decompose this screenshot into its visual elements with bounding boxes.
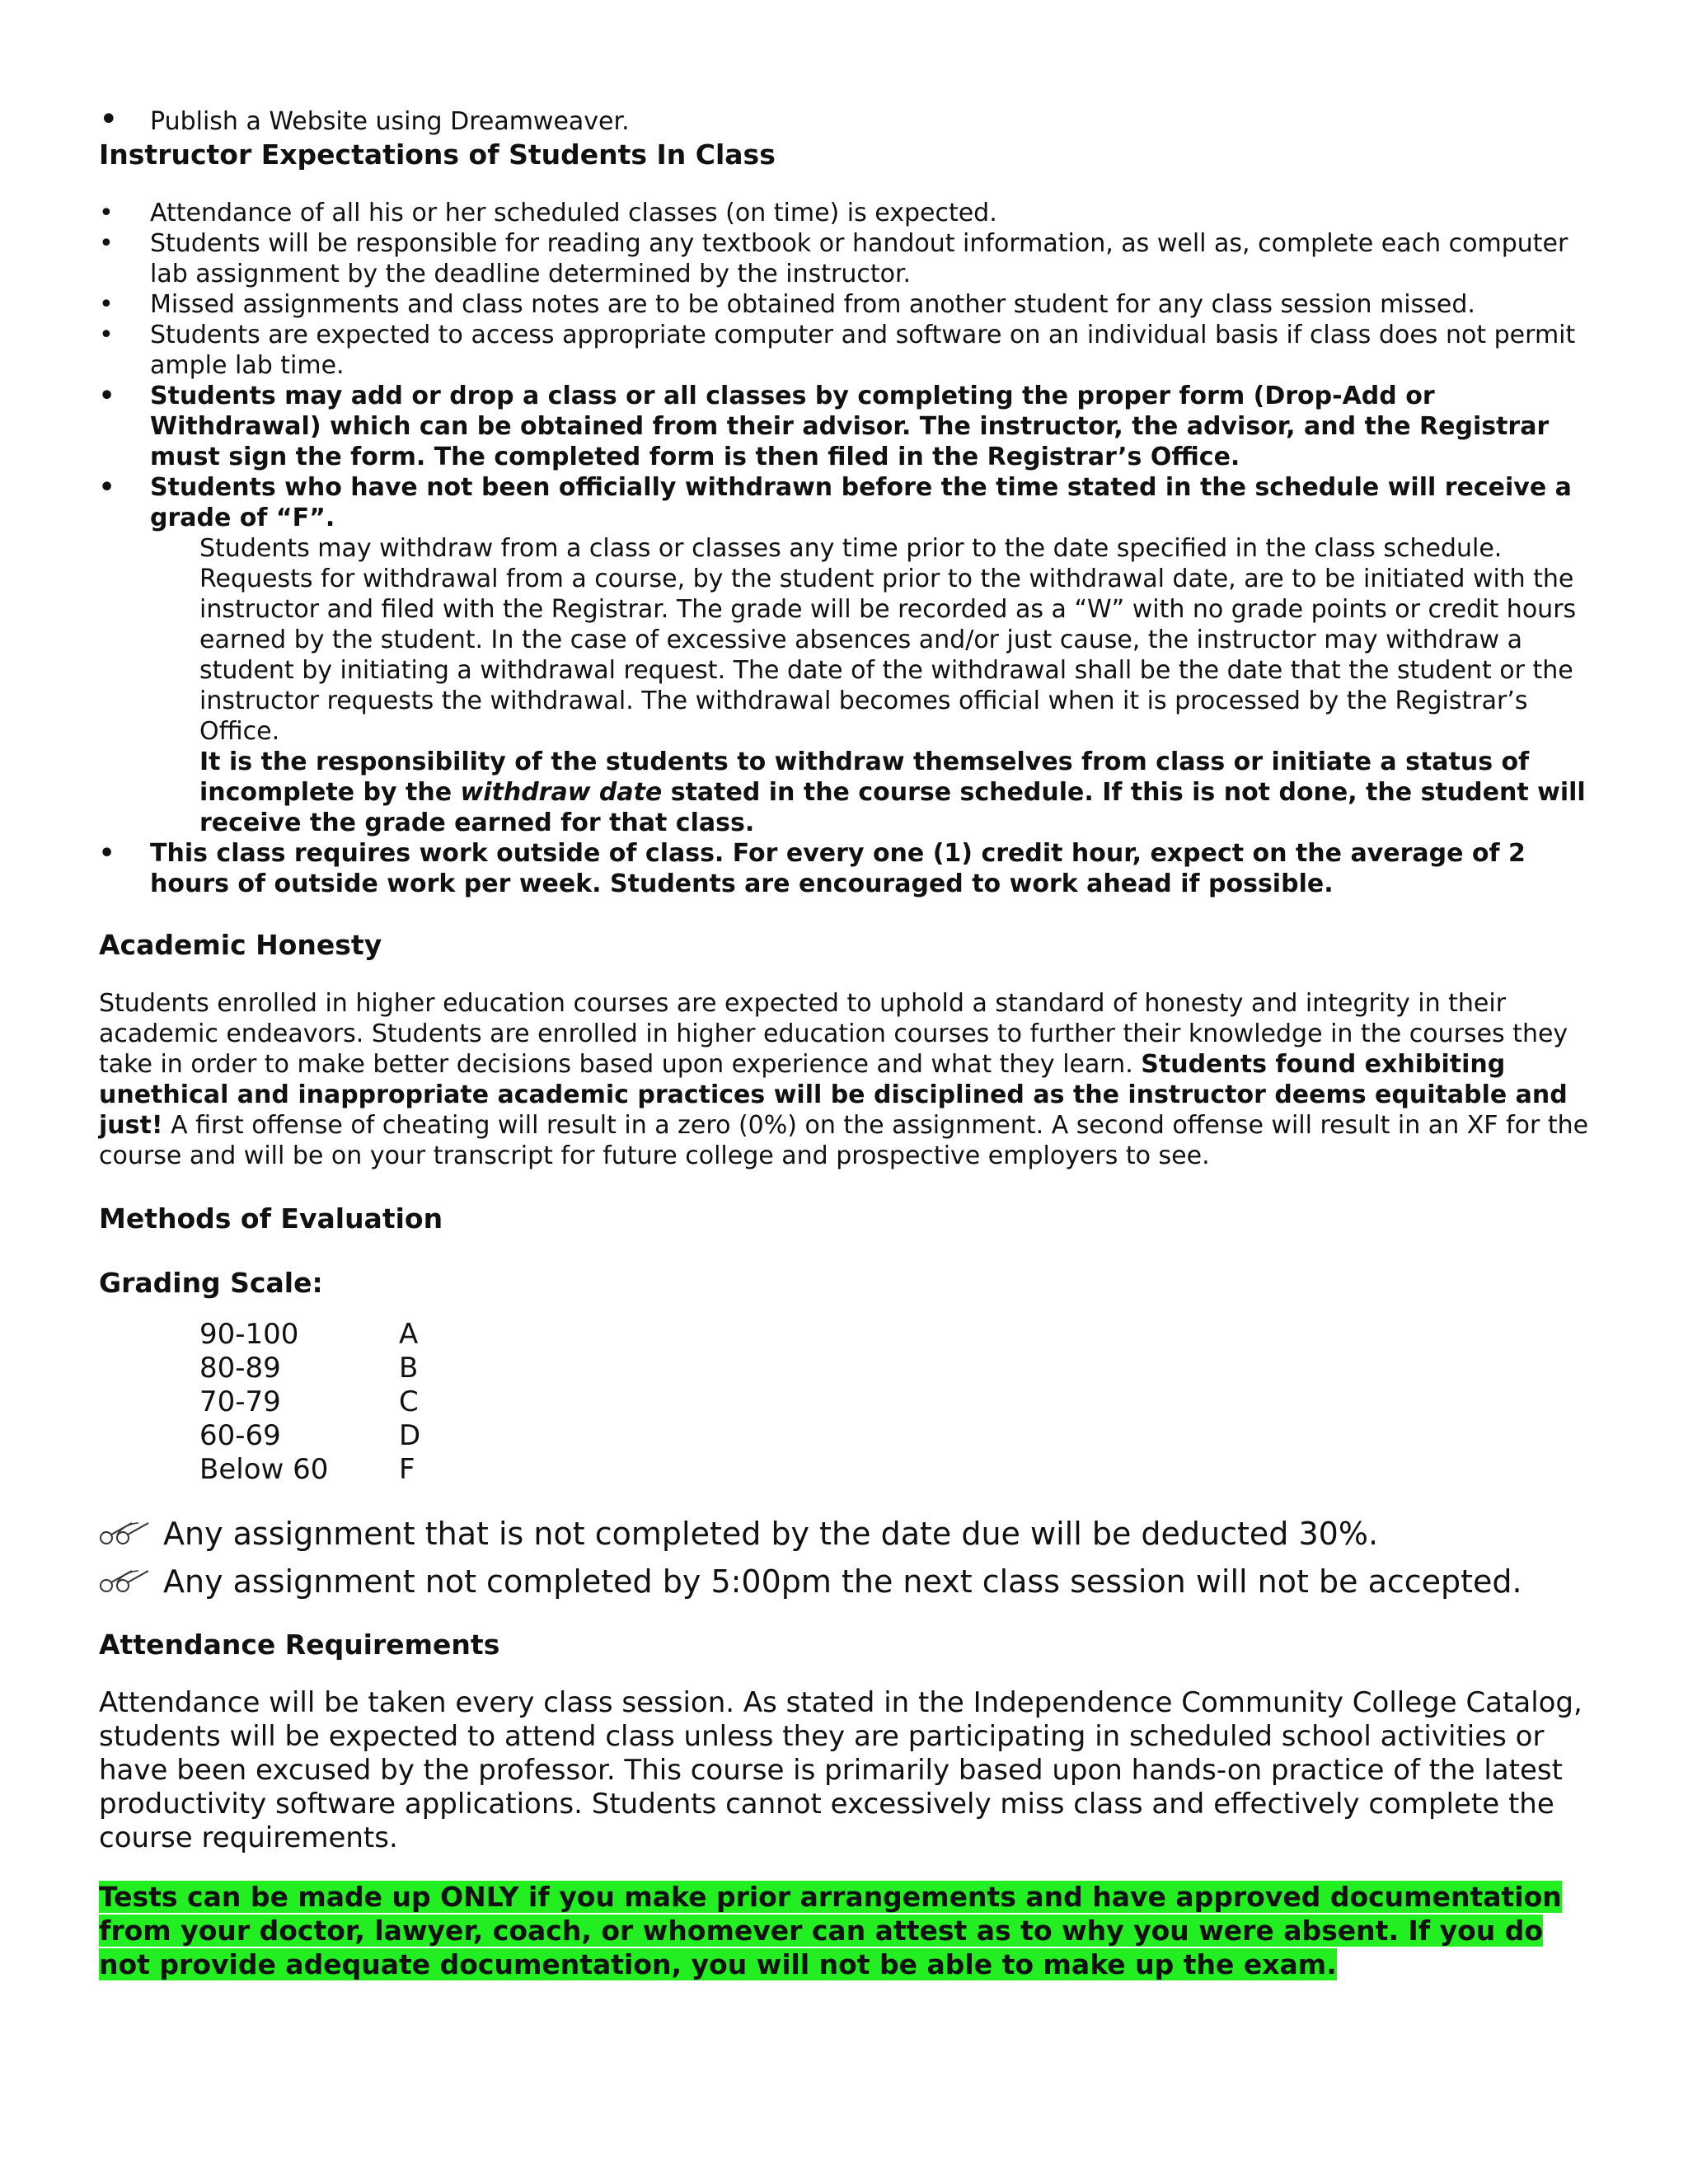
honesty-text: Students enrolled in higher education courses are expected to uphold a standard of honesty and integrity in their academic endeavors. Students are enrolled in higher education courses to further their knowledge in the courses they take in order to make better decisions based upon experience and what they learn. (99, 989, 1568, 1079)
table-row (199, 1419, 1599, 1453)
list-item (99, 198, 1599, 228)
responsibility-text-end: stated in the course schedule. If this is not done, the student will receive the grade earned for that class. (199, 778, 1586, 837)
bullet-icon: • (99, 382, 115, 410)
bullet-icon: • (99, 199, 114, 227)
bullet-icon: • (99, 839, 115, 868)
scissors-icon (99, 1520, 163, 1548)
responsibility-text: It is the responsibility of the students to withdraw themselves from class or initiate a status of incomplete by the (199, 748, 1530, 807)
list-item-bold (99, 838, 1599, 899)
table-row (199, 1385, 1599, 1419)
list-item (99, 320, 1599, 381)
list-item-text: Students who have not been officially withdrawn before the time stated in the schedule will receive a grade of “F”. (150, 473, 1572, 532)
responsibility-paragraph (199, 747, 1599, 838)
bullet-icon: • (99, 290, 114, 319)
list-item-bold (99, 381, 1599, 472)
policy-rule (99, 1510, 1599, 1558)
evaluation-heading: Methods of Evaluation (99, 1202, 443, 1235)
list-item-bold (99, 472, 1599, 533)
bullet-icon: • (99, 321, 114, 349)
policy-rule-text: Any assignment not completed by 5:00pm the next class session will not be accepted. (163, 1563, 1522, 1600)
grade-range: 70-79 (199, 1385, 281, 1418)
list-item-text: This class requires work outside of class. For every one (1) credit hour, expect on the average of 2 hours of outside work per week. Students are encouraged to work ahead if possible. (150, 839, 1526, 898)
honesty-heading: Academic Honesty (99, 929, 382, 961)
highlighted-text: Tests can be made up ONLY if you make prior arrangements and have approved documentation from your doctor, lawyer, coach, or whomever can attest as to why you were absent. If you do not provide adequate documentation, you will not be able to make up the exam. (99, 1881, 1562, 1980)
withdrawal-paragraph: Students may withdraw from a class or classes any time prior to the date specified in the class schedule. Requests for withdrawal from a course, by the student prior to the withdrawal date, are to be initiated with the instructor and filed with the Registrar. The grade will be recorded as a “W” with no grade points or credit hours earned by the student. In the case of excessive absences and/or just cause, the instructor may withdraw a student by initiating a withdrawal request. The date of the withdrawal shall be the date that the student or the instructor requests the withdrawal. The withdrawal becomes official when it is processed by the Registrar’s Office. (199, 534, 1577, 746)
withdraw-date-text: withdraw date (460, 778, 663, 807)
honesty-text-end: A first offense of cheating will result in a zero (0%) on the assignment. A second offense will result in an XF for the course and will be on your transcript for future college and prospective employers to see. (99, 1111, 1589, 1170)
list-item-text: Students are expected to access appropriate computer and software on an individual basis if class does not permit ample lab time. (150, 321, 1576, 380)
policy-rule-text: Any assignment that is not completed by the date due will be deducted 30%. (163, 1516, 1379, 1552)
bullet-icon: • (99, 473, 115, 502)
honesty-bold-text: Students found exhibiting unethical and inappropriate academic practices will be disciplined as the instructor deems equitable and just! (99, 1050, 1568, 1140)
policy-rule (99, 1558, 1599, 1605)
grade-letter: D (399, 1419, 421, 1452)
list-item-text: Students will be responsible for reading any textbook or handout information, as well as, complete each computer lab assignment by the deadline determined by the instructor. (150, 229, 1568, 288)
bullet-icon: • (99, 229, 114, 258)
grade-range: Below 60 (199, 1453, 329, 1486)
top-bullet-text: Publish a Website using Dreamweaver. (150, 107, 630, 136)
list-item-text: Attendance of all his or her scheduled classes (on time) is expected. (150, 199, 997, 227)
grade-range: 80-89 (199, 1352, 281, 1385)
grade-letter: B (399, 1352, 419, 1385)
honesty-paragraph (99, 988, 1599, 1171)
list-item (99, 228, 1599, 289)
grade-letter: A (399, 1318, 419, 1351)
list-item-text: Missed assignments and class notes are to be obtained from another student for any class session missed. (150, 290, 1475, 319)
bullet-icon: • (99, 101, 119, 138)
attendance-heading: Attendance Requirements (99, 1629, 500, 1661)
late-policy (99, 1510, 1599, 1605)
table-row (199, 1318, 1599, 1352)
makeup-test-notice (99, 1880, 1599, 1981)
withdrawal-block (99, 533, 1599, 838)
table-row (199, 1352, 1599, 1385)
attendance-paragraph: Attendance will be taken every class session. As stated in the Independence Community College Catalog, students will be expected to attend class unless they are participating in scheduled school activities or have been excused by the professor. This course is primarily based upon hands-on practice of the latest productivity software applications. Students cannot excessively miss class and effectively complete the course requirements. (99, 1686, 1582, 1854)
top-bullet-item (99, 101, 1599, 138)
grade-range: 90-100 (199, 1318, 299, 1351)
list-item-text: Students may add or drop a class or all classes by completing the proper form (Drop-Add or Withdrawal) which can be obtained from their advisor. The instructor, the advisor, and the Registrar must sign the form. The completed form is then filed in the Registrar’s Office. (150, 382, 1550, 471)
syllabus-page (99, 101, 1599, 2008)
grade-letter: C (399, 1385, 419, 1418)
scissors-icon (99, 1568, 163, 1596)
expectations-heading: Instructor Expectations of Students In Class (99, 138, 776, 171)
table-row (199, 1453, 1599, 1487)
grading-scale-table (199, 1318, 1599, 1487)
list-item (99, 289, 1599, 320)
grade-range: 60-69 (199, 1419, 281, 1452)
grade-letter: F (399, 1453, 415, 1486)
expectations-list (99, 198, 1599, 899)
grading-scale-heading: Grading Scale: (99, 1267, 323, 1299)
